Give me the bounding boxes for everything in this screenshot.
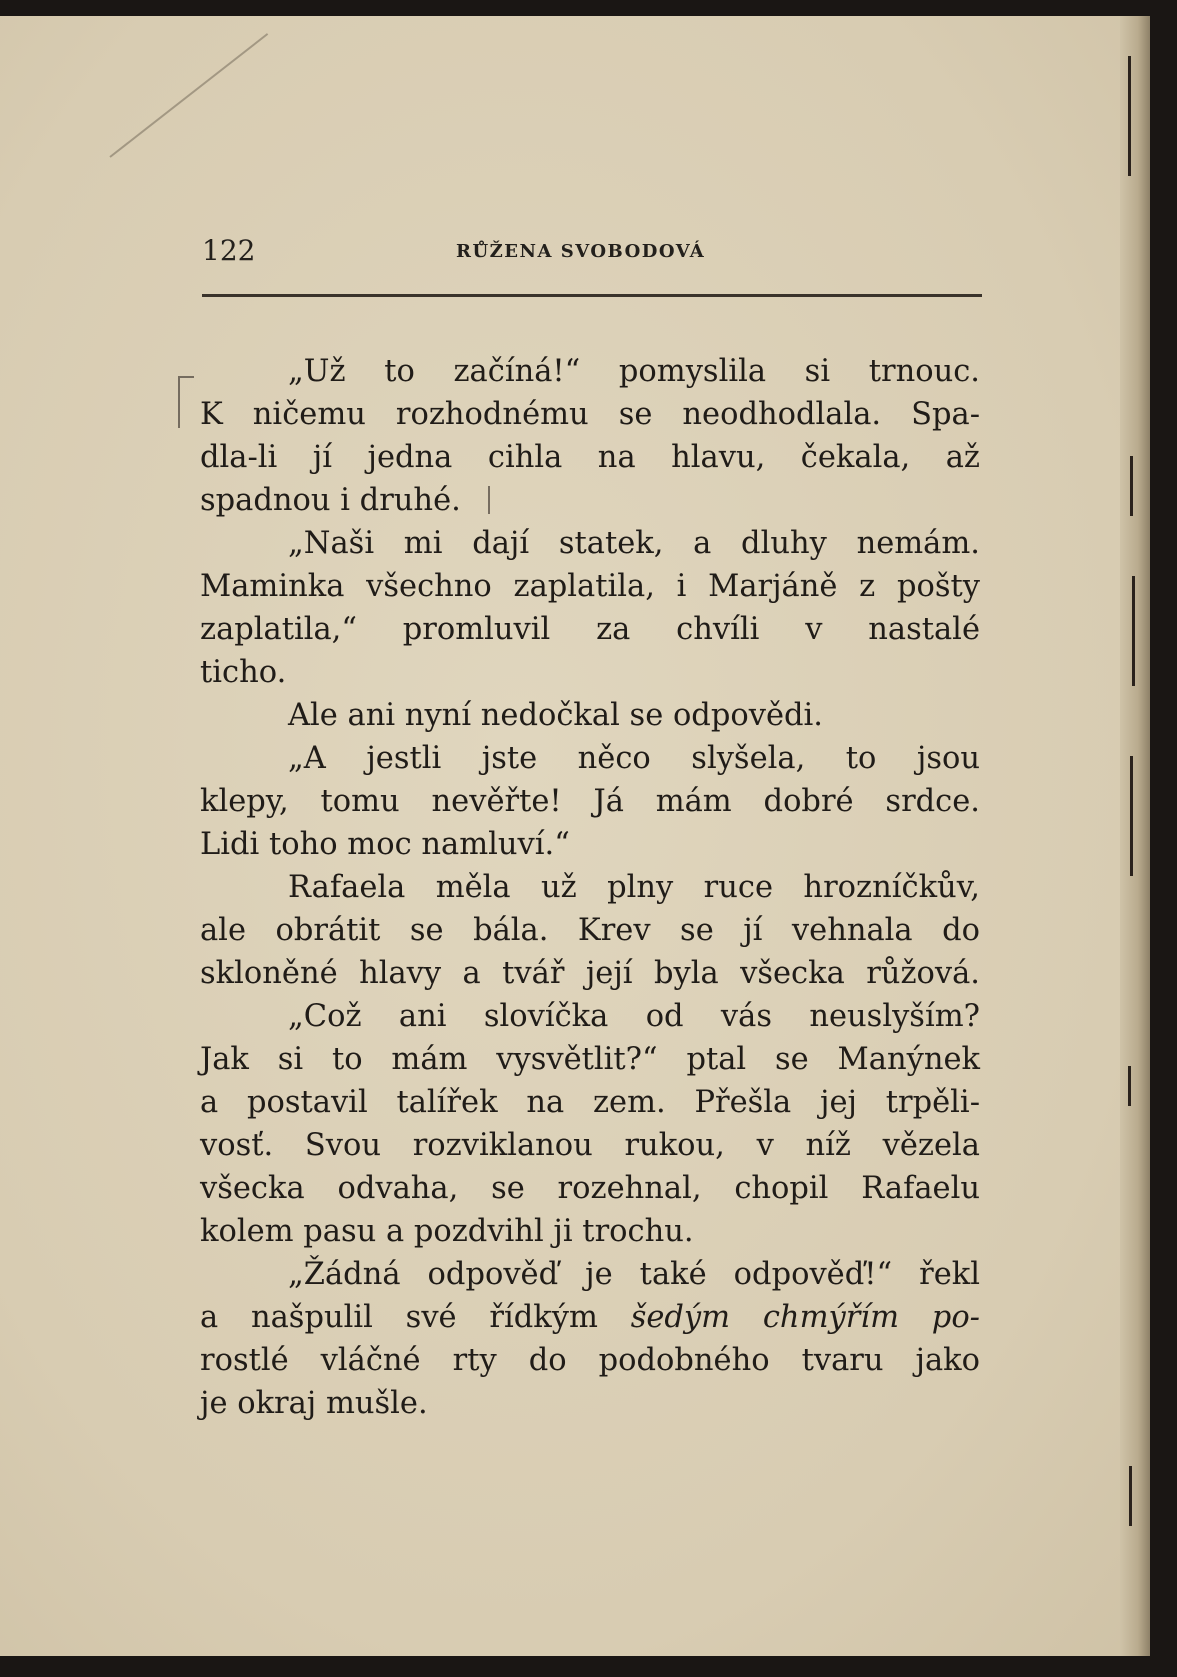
italic-phrase: šedým chmýřím xyxy=(630,1300,899,1335)
spine-mark xyxy=(1128,56,1131,176)
spine-mark xyxy=(1132,576,1135,686)
text-line: spadnou i druhé. xyxy=(200,483,461,518)
text-line: Rafaela měla už plny ruce hrozníčkův, xyxy=(288,870,980,905)
text-line xyxy=(200,1296,980,1339)
text-line: Jak si to mám vysvětlit?“ ptal se Manýnek xyxy=(200,1042,980,1077)
spine-mark xyxy=(1130,756,1133,876)
text-line: kolem pasu a pozdvihl ji trochu. xyxy=(200,1214,694,1249)
pencil-mark xyxy=(109,33,268,158)
book-page xyxy=(0,16,1150,1656)
text-line: skloněné hlavy a tvář její byla všecka růžová. xyxy=(200,956,980,991)
body-text xyxy=(200,350,980,1425)
running-head: RŮŽENA SVOBODOVÁ xyxy=(456,241,706,262)
page-spine-edge xyxy=(1120,16,1150,1656)
spine-mark xyxy=(1130,456,1133,516)
text-line: dla-li jí jedna cihla na hlavu, čekala, až xyxy=(200,440,980,475)
text-line: „A jestli jste něco slyšela, to jsou xyxy=(288,741,980,776)
spine-mark xyxy=(1128,1066,1131,1106)
pencil-bracket xyxy=(178,376,194,428)
text-line: vosť. Svou rozviklanou rukou, v níž vězela xyxy=(200,1128,980,1163)
page-header xyxy=(202,224,982,274)
text-line: „Což ani slovíčka od vás neuslyším? xyxy=(288,999,980,1034)
text-line: klepy, tomu nevěřte! Já mám dobré srdce. xyxy=(200,784,980,819)
italic-phrase: po- xyxy=(931,1300,980,1335)
text-line: je okraj mušle. xyxy=(200,1386,428,1421)
text-line: všecka odvaha, se rozehnal, chopil Rafaelu xyxy=(200,1171,980,1206)
text-line: Maminka všechno zaplatila, i Marjáně z pošty xyxy=(200,569,980,604)
text-line: ticho. xyxy=(200,655,287,690)
text-line: rostlé vláčné rty do podobného tvaru jako xyxy=(200,1343,980,1378)
text-line: „Žádná odpověď je také odpověď!“ řekl xyxy=(288,1257,980,1292)
text-segment: a našpulil své řídkým xyxy=(200,1300,598,1335)
text-line: Lidi toho moc namluví.“ xyxy=(200,827,570,862)
text-line: Ale ani nyní nedočkal se odpovědi. xyxy=(288,698,823,733)
header-rule xyxy=(202,294,982,297)
text-line: K ničemu rozhodnému se neodhodlala. Spa- xyxy=(200,397,980,432)
text-line: zaplatila,“ promluvil za chvíli v nastalé xyxy=(200,612,980,647)
text-line: ale obrátit se bála. Krev se jí vehnala do xyxy=(200,913,980,948)
page-number: 122 xyxy=(202,234,256,267)
text-line: a postavil talířek na zem. Přešla jej trpěli- xyxy=(200,1085,980,1120)
spine-mark xyxy=(1129,1466,1132,1526)
text-line: „Naši mi dají statek, a dluhy nemám. xyxy=(288,526,980,561)
text-line: „Už to začíná!“ pomyslila si trnouc. xyxy=(288,354,980,389)
